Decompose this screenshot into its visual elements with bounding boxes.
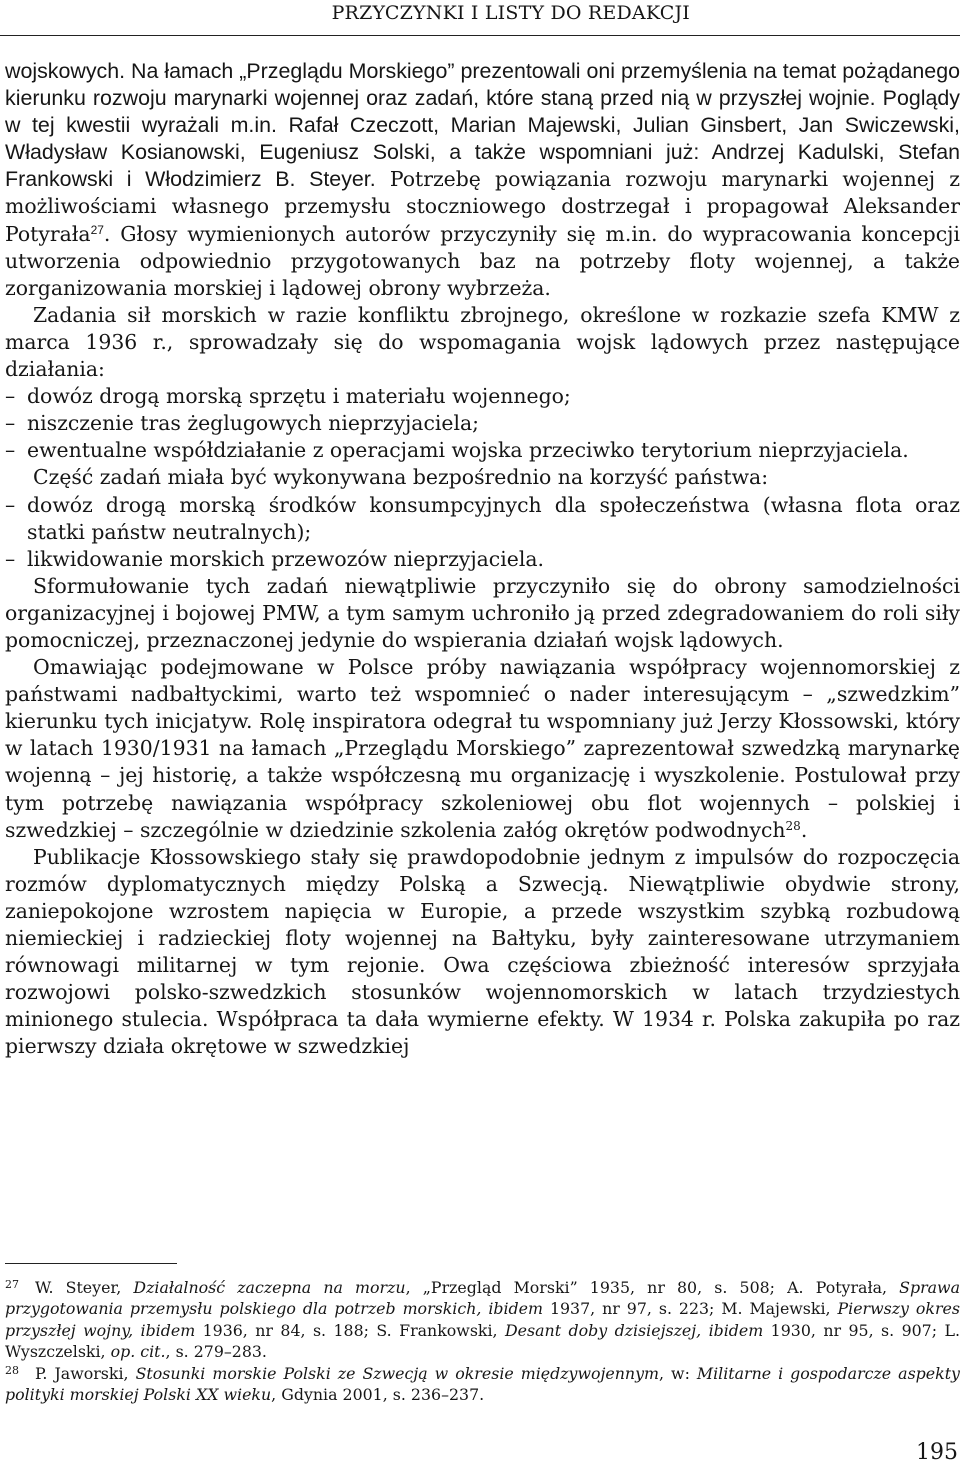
footnote-text: , „Przegląd Morski” 1935, nr 80, s. 508; A. Potyrała, [405, 1278, 900, 1297]
footnote-title: op. cit. [110, 1342, 166, 1362]
paragraph-4: Sformułowanie tych zadań niewątpliwie przyczyniło się do obrony samodzielności organizacyjnej i bojowej PMW, a tym samym uchroniło ją przed zdegradowaniem do roli siły pomocniczej, przeznaczonej jedynie do wspierania działań wojsk lądowych. [5, 573, 960, 652]
footnote-text: , Gdynia 2001, s. 236–237. [271, 1385, 485, 1405]
page-number: 195 [916, 1440, 958, 1465]
dash-marker: – [5, 546, 16, 571]
paragraph-2: Zadania sił morskich w razie konfliktu zbrojnego, określone w rozkazie szefa KMW z marca 1936 r., sprowadzały się do wspomagania wojsk lądowych przez następujące działania: [5, 302, 960, 382]
footnote-title: Militarne i gospodarcze aspekty polityki morskiej Polski XX wieku [5, 1363, 960, 1405]
paragraph-5-part-b: . [800, 817, 808, 842]
footnote-title: Desant doby dzisiejszej, ibidem [505, 1320, 764, 1340]
footnote-text: , s. 279–283. [165, 1342, 267, 1362]
paragraph-1-part-a: wojskowych. Na łamach „Przeglądu Morskiego” prezentowali oni przemyślenia na temat pożądanego kierunku rozwoju marynarki wojennej oraz zadań, które staną przed nią w przyszłej wojnie. Poglądy w tej kwestii wyrażali m.in. Rafał Czeczott, Marian Majewski, Julian Ginsbert, Jan Swiczewski, Władysław Kosianowski, Eugeniusz Solski, a także wspomniani już: Andrzej Kadulski, Stefan Frankowski i Włodzimierz B. Steyer. [5, 59, 960, 192]
dash-marker: – [5, 438, 16, 463]
footnote-divider [5, 1263, 177, 1264]
footnote-title: Stosunki morskie Polski ze Szwecją w okresie międzywojennym [135, 1363, 660, 1383]
footnotes [5, 1277, 960, 1405]
paragraph-1-part-c: . Głosy wymienionych autorów przyczyniły się m.in. do wypracowania koncepcji utworzenia odpowiednio przygotowanych baz na potrzeby floty wojennej, a także zorganizowania morskiej i lądowej obrony wybrzeża. [5, 221, 960, 300]
running-header [0, 0, 960, 36]
footnote-28 [5, 1363, 960, 1406]
list-item [5, 383, 960, 410]
list-item-text: ewentualne współdziałanie z operacjami wojska przeciwko terytorium nieprzyjaciela. [27, 438, 909, 463]
list-item [5, 410, 960, 437]
paragraph-5-part-a: Omawiając podejmowane w Polsce próby nawiązania współpracy wojennomorskiej z państwami nadbałtyckimi, warto też wspomnieć o nader interesującym – „szwedzkim” kierunku tych inicjatyw. Rolę inspiratora odegrał tu wspomniany już Jerzy Kłossowski, który w latach 1930/1931 na łamach „Przeglądu Morskiego” zaprezentował szwedzką marynarkę wojenną – jej historię, a także współczesną mu organizację i wyszkolenie. Postulował przy tym potrzebę nawiązania współpracy szkoleniowej obu flot wojennych – polskiej i szwedzkiej – szczególnie w dziedzinie szkolenia załóg okrętów podwodnych [5, 655, 960, 842]
footnote-text: P. Jaworski, [35, 1363, 136, 1383]
dash-marker: – [5, 384, 16, 409]
footnote-title: Sprawa przygotowania przemysłu polskiego dla potrzeb morskich, ibidem [5, 1278, 960, 1319]
list-item [5, 492, 960, 546]
paragraph-6: Publikacje Kłossowskiego stały się prawdopodobnie jednym z impulsów do rozpoczęcia rozmów dyplomatycznych między Polską a Szwecją. Niewątpliwie obydwie strony, zaniepokojone wzrostem napięcia w Europie, a przede wszystkim szybką rozbudową niemieckiej i radzieckiej floty wojennej na Bałtyku, były zainteresowane utrzymaniem równowagi militarnej w tym rejonie. Owa częściowa zbieżność interesów sprzyjała rozwojowi polsko-szwedzkich stosunków wojennomorskich w latach trzydziestych minionego stulecia. Współpraca ta dała wymierne efekty. W 1934 r. Polska zakupiła po raz pierwszy działa okrętowe w szwedzkiej [5, 844, 960, 1059]
paragraph-1 [5, 58, 960, 302]
footnote-text: 1937, nr 97, s. 223; M. Majewski, [543, 1299, 838, 1319]
dash-marker: – [5, 492, 16, 517]
footnote-number: 27 [5, 1278, 19, 1291]
footnote-title: Pierwszy okres przyszłej wojny, ibidem [5, 1299, 960, 1340]
list-item [5, 437, 960, 464]
footnote-text: , w: [659, 1363, 697, 1383]
main-text [5, 58, 960, 1060]
paragraph-3: Część zadań miała być wykonywana bezpośrednio na korzyść państwa: [33, 465, 769, 490]
dash-marker: – [5, 411, 16, 436]
footnote-ref-27[interactable]: 27 [90, 222, 104, 237]
list-item-text: dowóz drogą morską środków konsumpcyjnych dla społeczeństwa (własna flota oraz statki państw neutralnych); [27, 492, 960, 544]
list-item-text: niszczenie tras żeglugowych nieprzyjaciela; [27, 411, 480, 436]
footnote-ref-28[interactable]: 28 [785, 818, 801, 833]
running-title: PRZYCZYNKI I LISTY DO REDAKCJI [331, 2, 690, 24]
footnote-title: Działalność zaczepna na morzu [133, 1278, 406, 1297]
list-item-text: dowóz drogą morską sprzętu i materiału wojennego; [27, 384, 571, 409]
footnote-text: W. Steyer, [35, 1278, 134, 1297]
paragraph-5 [5, 654, 960, 844]
footnote-text: 1930, nr 95, s. 907; L. Wyszczelski, [5, 1320, 960, 1362]
footnote-number: 28 [5, 1363, 19, 1377]
footnote-text: 1936, nr 84, s. 188; S. Frankowski, [195, 1320, 505, 1340]
paragraph-1-part-b: Potrzebę powiązania rozwoju marynarki wojennej z możliwościami własnego przemysłu stoczniowego dostrzegał i propagował Aleksander Potyrała [5, 167, 960, 246]
list-item [5, 546, 960, 573]
footnote-27 [5, 1277, 960, 1363]
list-item-text: likwidowanie morskich przewozów nieprzyjaciela. [27, 546, 544, 571]
